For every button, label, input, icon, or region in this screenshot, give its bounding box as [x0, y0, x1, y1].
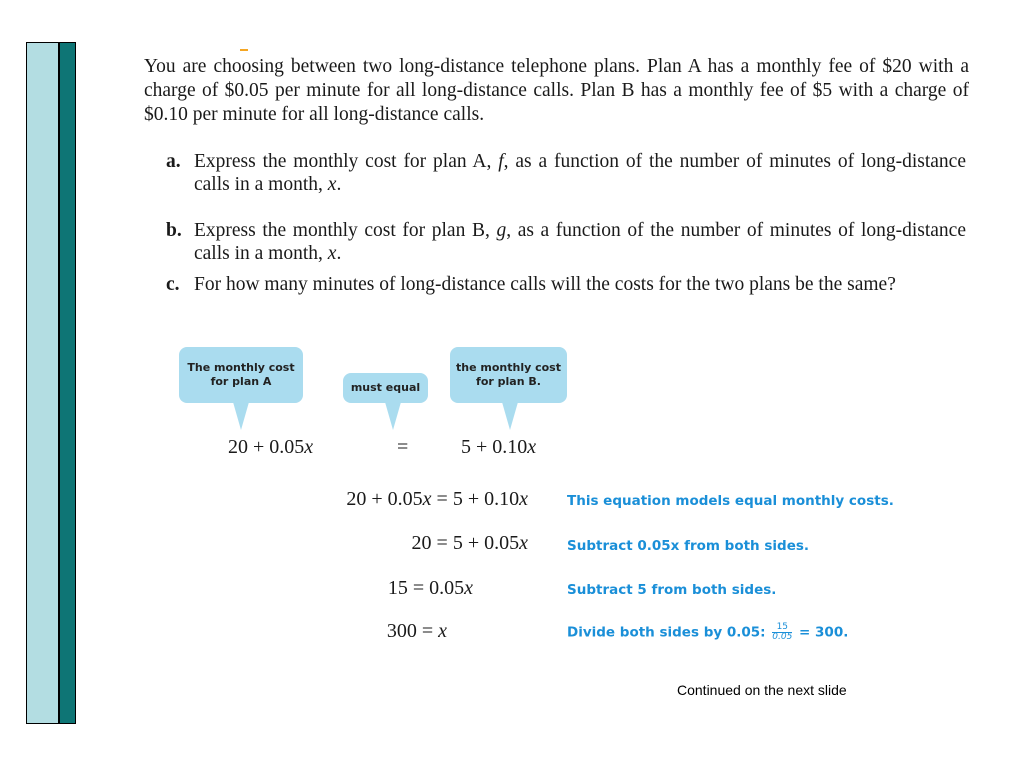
- continued-note: Continued on the next slide: [677, 682, 847, 698]
- bubble-plan-a: The monthly cost for plan A: [179, 347, 303, 403]
- step-note-4: [567, 623, 848, 642]
- fraction: [772, 623, 792, 642]
- bubble-pointer: [502, 402, 518, 430]
- part-label: b.: [166, 220, 182, 241]
- part-b: [166, 219, 966, 265]
- part-label: c.: [166, 274, 180, 295]
- fraction-denominator: 0.05: [772, 632, 793, 642]
- setup-equals: =: [397, 436, 409, 458]
- part-text: Express the monthly cost for plan B, g, as a function of the number of minutes of long-distance calls in a month, x.: [194, 220, 966, 264]
- part-text: Express the monthly cost for plan A, f, as a function of the number of minutes of long-distance calls in a month, x.: [194, 151, 966, 195]
- fraction-numerator: 15: [772, 623, 792, 633]
- step-note-3: Subtract 5 from both sides.: [567, 582, 777, 598]
- step-note-4-pre: Divide both sides by 0.05:: [567, 624, 766, 641]
- part-label: a.: [166, 151, 181, 172]
- step-expr-4: 300 = x: [386, 620, 447, 642]
- step-expr-1: 20 + 0.05x = 5 + 0.10x: [346, 488, 528, 510]
- setup-left: 20 + 0.05x: [228, 436, 314, 458]
- part-text: For how many minutes of long-distance calls will the costs for the two plans be the same?: [194, 274, 896, 295]
- part-c: [166, 273, 966, 296]
- step-note-1: This equation models equal monthly costs.: [567, 493, 894, 509]
- bubble-plan-b: the monthly cost for plan B.: [450, 347, 567, 403]
- step-note-2: Subtract 0.05x from both sides.: [567, 538, 810, 554]
- bubble-pointer: [233, 402, 249, 430]
- setup-right: 5 + 0.10x: [461, 436, 537, 458]
- part-a: [166, 150, 966, 196]
- side-bar-light: [26, 42, 59, 724]
- bubble-must-equal: must equal: [343, 373, 428, 403]
- step-expr-3: 15 = 0.05x: [387, 577, 473, 599]
- decorative-mark: [240, 49, 248, 51]
- step-note-4-post: = 300.: [799, 624, 849, 641]
- step-expr-2: 20 = 5 + 0.05x: [411, 532, 528, 554]
- problem-intro: You are choosing between two long-distance telephone plans. Plan A has a monthly fee of $20 with a charge of $0.05 per minute for all long-distance calls. Plan B has a monthly fee of $5 with a charge of $0.10 per minute for all long-distance calls.: [144, 56, 969, 125]
- side-bar-dark: [59, 42, 76, 724]
- bubble-pointer: [385, 402, 401, 430]
